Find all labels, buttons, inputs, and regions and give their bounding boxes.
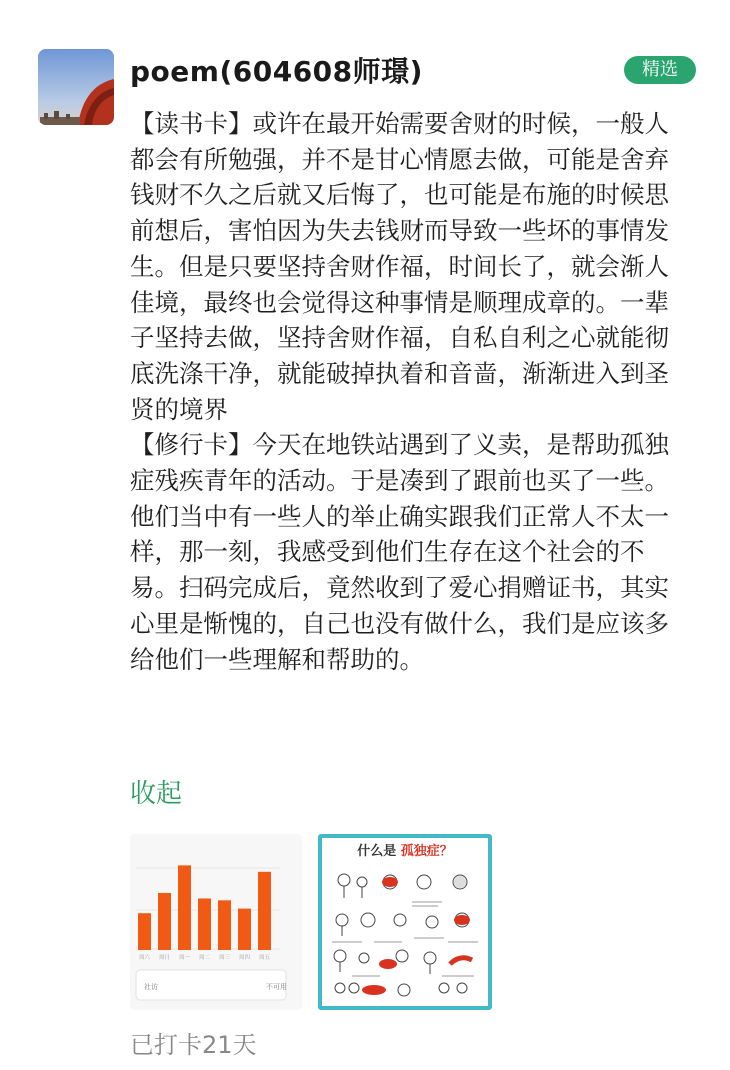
- post-content: [130, 106, 690, 677]
- bar-category-label: 周四: [238, 955, 251, 961]
- featured-badge: 精选: [624, 56, 696, 84]
- bar-category-label: 周三: [218, 955, 231, 961]
- comic-title-left: 什么是: [357, 844, 397, 859]
- user-avatar[interactable]: [38, 49, 114, 125]
- bar-0: [138, 913, 151, 950]
- comic-title-right: 孤独症？: [400, 844, 453, 859]
- bar-category-label: 周五: [258, 955, 271, 961]
- chart-footer-right: 不可用: [266, 984, 287, 991]
- bar-category-label: 周二: [198, 955, 211, 961]
- bar-3: [198, 898, 211, 950]
- collapse-button[interactable]: 收起: [130, 779, 183, 809]
- practice-card-paragraph: 【修行卡】今天在地铁站遇到了义卖，是帮助孤独症残疾青年的活动。于是凑到了跟前也买了一些。他们当中有一些人的举止确实跟我们正常人不太一样，那一刻，我感受到他们生存在这个社会的不易。扫码完成后，竟然收到了爱心捐赠证书，其实心里是惭愧的，自己也没有做什么，我们是应该多给他们一些理解和帮助的。: [130, 430, 669, 674]
- checkin-days: 已打卡21天: [130, 1031, 257, 1059]
- bar-6: [258, 872, 271, 950]
- bar-4: [218, 900, 231, 950]
- reading-card-paragraph: 【读书卡】或许在最开始需要舍财的时候，一般人都会有所勉强，并不是甘心情愿去做，可能是舍弃钱财不久之后就又后悔了，也可能是布施的时候思前想后，害怕因为失去钱财而导致一些坏的事情发生。但是只要坚持舍财作福，时间长了，就会渐人佳境，最终也会觉得这种事情是顺理成章的。一辈子坚持去做，坚持舍财作福，自私自利之心就能彻底洗涤干净，就能破掉执着和音啬，渐渐进入到圣贤的境界: [130, 109, 669, 424]
- stadium-photo-icon: [38, 49, 114, 125]
- bar-category-label: 周六: [138, 955, 151, 961]
- bar-2: [178, 865, 191, 950]
- chart-footer-left: 社访: [144, 984, 158, 991]
- bar-5: [238, 909, 251, 950]
- bar-category-label: 周一: [178, 955, 191, 961]
- comic-illustration-icon: [322, 838, 488, 1006]
- bar-1: [158, 893, 171, 950]
- image-thumbnail-chart[interactable]: [130, 834, 302, 1010]
- comic-title: [322, 840, 488, 859]
- username[interactable]: poem(604608师璟): [130, 55, 423, 88]
- image-thumbnail-comic[interactable]: [318, 834, 492, 1010]
- bar-chart: [130, 834, 302, 1010]
- bar-category-label: 周日: [158, 955, 171, 961]
